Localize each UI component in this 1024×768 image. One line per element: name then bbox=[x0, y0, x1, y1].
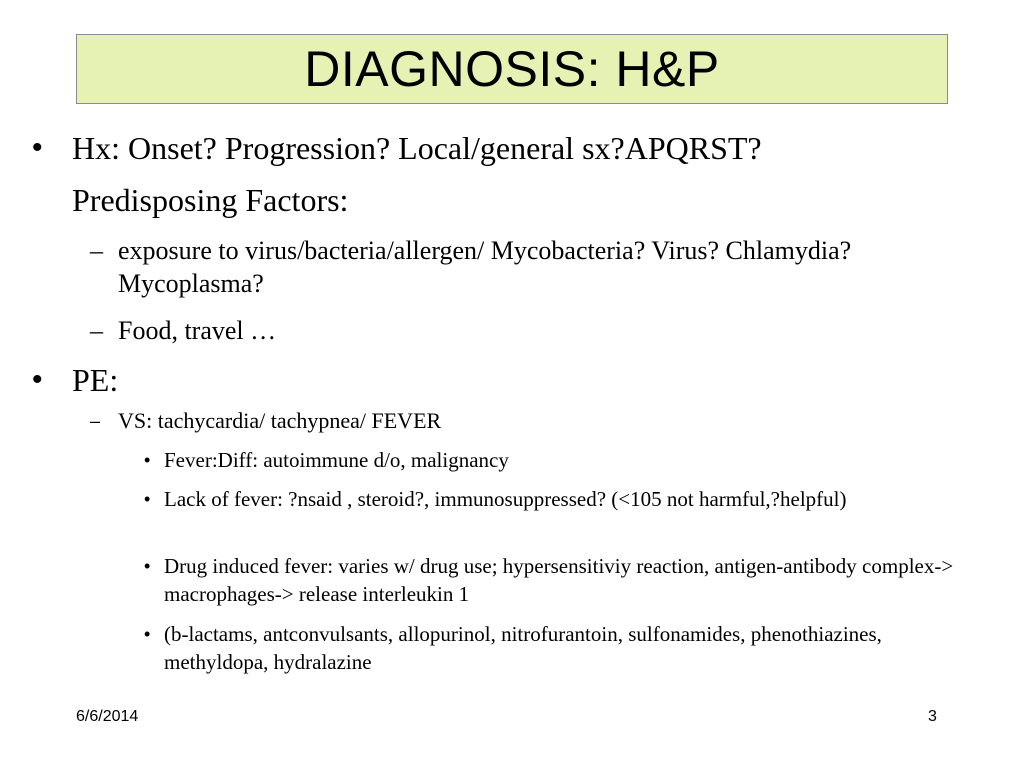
bullet-history-cont bbox=[72, 176, 972, 224]
dash-icon: – bbox=[90, 411, 101, 431]
bullet-dot-icon: • bbox=[144, 624, 151, 644]
history-line-2: Predisposing Factors: bbox=[72, 182, 349, 218]
bullet-dot-icon: • bbox=[32, 363, 43, 396]
sub-bullet-vs bbox=[90, 407, 918, 435]
dash-icon: – bbox=[90, 236, 103, 265]
list-item-drug-classes bbox=[144, 620, 964, 676]
lack-fever-text: Lack of fever: ?nsaid , steroid?, immunosuppressed? (<105 not harmful,?helpful) bbox=[164, 487, 847, 511]
vs-text: VS: tachycardia/ tachypnea/ FEVER bbox=[118, 408, 442, 433]
list-item-fever-diff bbox=[144, 446, 964, 474]
bullet-history bbox=[32, 124, 972, 172]
list-item-lack-fever bbox=[144, 485, 964, 513]
pe-text: PE: bbox=[72, 362, 119, 398]
bullet-dot-icon: • bbox=[144, 450, 151, 470]
history-line-1: Hx: Onset? Progression? Local/general sx?APQRST? bbox=[72, 130, 762, 166]
sub-bullet-food-travel bbox=[90, 314, 948, 347]
slide-title-box bbox=[76, 34, 948, 104]
bullet-dot-icon: • bbox=[32, 131, 43, 164]
slide-title: DIAGNOSIS: H&P bbox=[304, 41, 720, 97]
list-item-drug-fever bbox=[144, 552, 964, 608]
exposure-text: exposure to virus/bacteria/allergen/ Mycobacteria? Virus? Chlamydia? Mycoplasma? bbox=[118, 236, 852, 298]
dash-icon: – bbox=[90, 316, 103, 345]
footer-date: 6/6/2014 bbox=[76, 708, 139, 725]
sub-bullet-exposure bbox=[90, 234, 948, 300]
food-travel-text: Food, travel … bbox=[118, 316, 277, 345]
bullet-dot-icon: • bbox=[144, 556, 151, 576]
bullet-dot-icon: • bbox=[144, 489, 151, 509]
fever-diff-text: Fever:Diff: autoimmune d/o, malignancy bbox=[164, 448, 509, 472]
bullet-pe bbox=[32, 356, 972, 404]
drug-classes-text: (b-lactams, antconvulsants, allopurinol, nitrofurantoin, sulfonamides, phenothiazines, methyldopa, hydralazine bbox=[164, 622, 882, 674]
footer-page-number: 3 bbox=[928, 708, 937, 725]
drug-fever-text: Drug induced fever: varies w/ drug use; hypersensitiviy reaction, antigen-antibody complex-> macrophages-> release interleukin 1 bbox=[164, 554, 954, 606]
